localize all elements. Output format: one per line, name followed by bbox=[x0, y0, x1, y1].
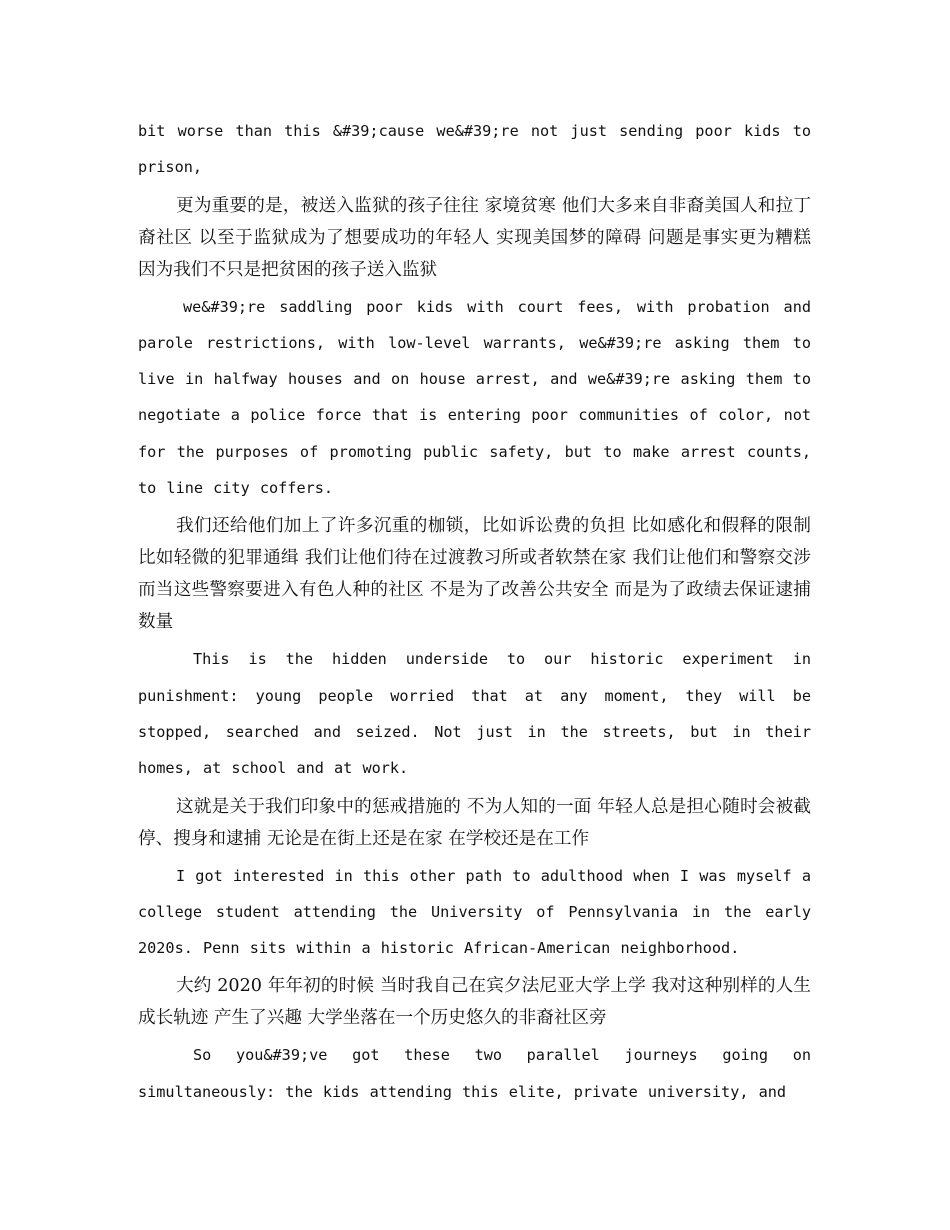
paragraph-chinese: 我们还给他们加上了许多沉重的枷锁，比如诉讼费的负担 比如感化和假释的限制 比如轻微的犯罪通缉 我们让他们待在过渡教习所或者软禁在家 我们让他们和警察交涉 而当这些警察要进入有色人种的社区 不是为了改善公共安全 而是为了政绩去保证逮捕数量 bbox=[138, 516, 811, 633]
paragraph-chinese: 大约 2020 年年初的时候 当时我自己在宾夕法尼亚大学上学 我对这种别样的人生成长轨迹 产生了兴趣 大学坐落在一个历史悠久的非裔社区旁 bbox=[138, 976, 811, 1029]
document-body bbox=[138, 113, 811, 1110]
paragraph-english: we&#39;re saddling poor kids with court fees, with probation and parole restrictions, with low-level warrants, we&#39;re asking them to live in halfway houses and on house arrest, and we&#39;re asking them to negotiate a police force that is entering poor communities of color, not for the purposes of promoting public safety, but to make arrest counts, to line city coffers. bbox=[138, 297, 811, 498]
paragraph-chinese: 更为重要的是，被送入监狱的孩子往往 家境贫寒 他们大多来自非裔美国人和拉丁裔社区 以至于监狱成为了想要成功的年轻人 实现美国梦的障碍 问题是事实更为糟糕 因为我们不只是把贫困的孩子送入监狱 bbox=[138, 195, 811, 280]
paragraph-english: So you&#39;ve got these two parallel journeys going on simultaneously: the kids attending this elite, private university, and bbox=[138, 1046, 811, 1101]
paragraph-english: bit worse than this &#39;cause we&#39;re not just sending poor kids to prison, bbox=[138, 122, 811, 177]
paragraph-english: I got interested in this other path to adulthood when I was myself a college student attending the University of Pennsylvania in the early 2020s. Penn sits within a historic African-American neighborhood. bbox=[138, 866, 811, 958]
paragraph-english: This is the hidden underside to our historic experiment in punishment: young people worried that at any moment, they will be stopped, searched and seized. Not just in the streets, but in their homes, at school and at work. bbox=[138, 650, 811, 778]
paragraph-chinese: 这就是关于我们印象中的惩戒措施的 不为人知的一面 年轻人总是担心随时会被截停、搜身和逮捕 无论是在街上还是在家 在学校还是在工作 bbox=[138, 796, 811, 849]
